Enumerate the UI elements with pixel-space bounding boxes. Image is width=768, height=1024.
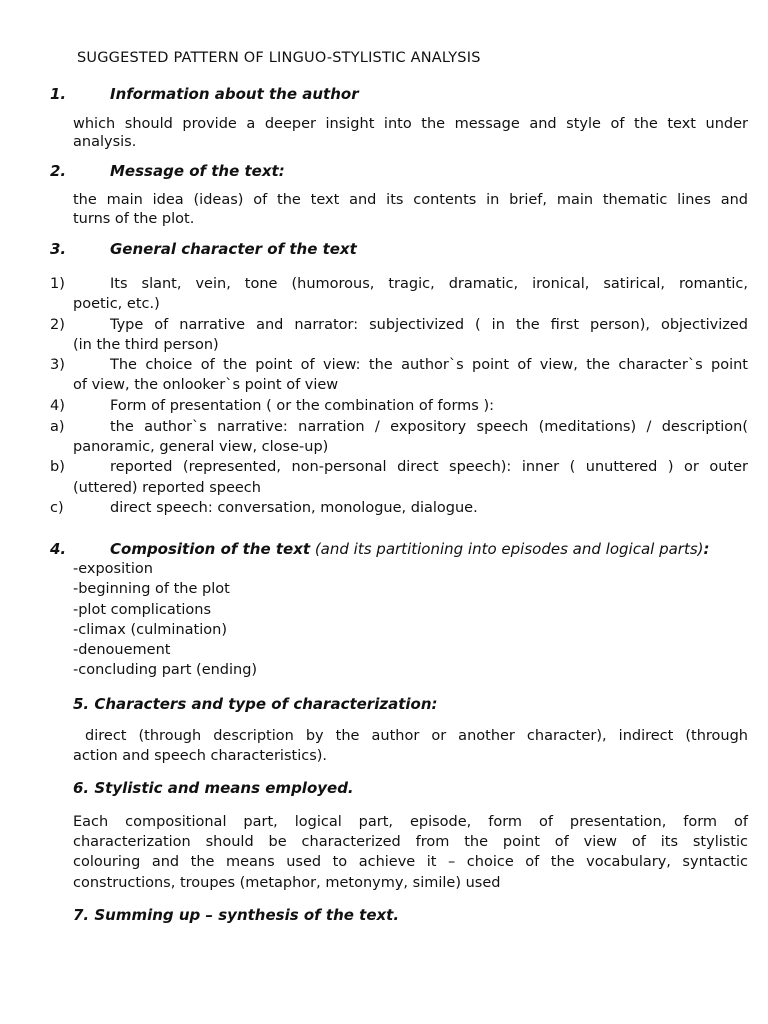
section-4-heading bbox=[50, 539, 748, 559]
section-1-body-line: analysis. bbox=[73, 134, 137, 150]
section-number: 1. bbox=[50, 85, 67, 103]
section-1-body-line: which should provide a deeper insight into the message and style of the text under bbox=[73, 116, 748, 132]
item-text-line: panoramic, general view, close-up) bbox=[73, 439, 329, 455]
list-item: -climax (culmination) bbox=[73, 622, 227, 638]
item-text-line: Type of narrative and narrator: subjectivized ( in the first person), objectivized bbox=[110, 317, 748, 333]
section-2-body-line: the main idea (ideas) of the text and its contents in brief, main thematic lines and bbox=[73, 192, 748, 208]
section-number: 2. bbox=[50, 162, 67, 180]
section-title: Composition of the text bbox=[110, 540, 311, 558]
list-item bbox=[50, 457, 748, 477]
document-title: SUGGESTED PATTERN OF LINGUO-STYLISTIC ANALYSIS bbox=[77, 50, 481, 66]
section-title: General character of the text bbox=[110, 240, 357, 258]
section-title: Information about the author bbox=[110, 85, 359, 103]
item-text-line: reported (represented, non-personal direct speech): inner ( unuttered ) or outer bbox=[110, 459, 748, 475]
item-marker: a) bbox=[50, 419, 65, 435]
list-item bbox=[50, 315, 748, 335]
item-text-line: Form of presentation ( or the combination of forms ): bbox=[110, 398, 494, 414]
list-item bbox=[50, 417, 748, 437]
item-text-line: (uttered) reported speech bbox=[73, 480, 261, 496]
section-6-body-line: colouring and the means used to achieve it – choice of the vocabulary, syntactic bbox=[73, 854, 748, 870]
item-text-line: (in the third person) bbox=[73, 337, 219, 353]
item-marker: 3) bbox=[50, 357, 65, 373]
section-6-heading: 6. Stylistic and means employed. bbox=[73, 779, 354, 797]
section-5-body-line: direct (through description by the author or another character), indirect (through bbox=[73, 728, 748, 744]
item-text-line: the author`s narrative: narration / expository speech (meditations) / description( bbox=[110, 419, 748, 435]
section-5-body-line: action and speech characteristics). bbox=[73, 748, 328, 764]
section-subtitle: (and its partitioning into episodes and logical parts) bbox=[310, 540, 704, 558]
section-3-heading bbox=[50, 239, 748, 259]
item-text-line: of view, the onlooker`s point of view bbox=[73, 377, 339, 393]
section-colon: : bbox=[703, 540, 710, 558]
list-item: -beginning of the plot bbox=[73, 581, 230, 597]
section-2-body-line: turns of the plot. bbox=[73, 211, 195, 227]
list-item bbox=[50, 274, 748, 294]
list-item: -exposition bbox=[73, 561, 153, 577]
list-item bbox=[50, 498, 748, 518]
item-text-line: Its slant, vein, tone (humorous, tragic, dramatic, ironical, satirical, romantic, bbox=[110, 276, 748, 292]
item-marker: b) bbox=[50, 459, 65, 475]
section-6-body-line: constructions, troupes (metaphor, metonymy, simile) used bbox=[73, 875, 501, 891]
section-number: 4. bbox=[50, 540, 67, 558]
item-marker: 4) bbox=[50, 398, 65, 414]
item-marker: 1) bbox=[50, 276, 65, 292]
item-marker: 2) bbox=[50, 317, 65, 333]
section-number: 3. bbox=[50, 240, 67, 258]
section-1-heading bbox=[50, 84, 748, 104]
section-title: Message of the text: bbox=[110, 162, 285, 180]
item-text-line: direct speech: conversation, monologue, dialogue. bbox=[110, 500, 478, 516]
list-item bbox=[50, 355, 748, 375]
list-item: -plot complications bbox=[73, 602, 212, 618]
section-7-heading: 7. Summing up – synthesis of the text. bbox=[73, 906, 400, 924]
section-5-heading: 5. Characters and type of characterization: bbox=[73, 695, 438, 713]
section-2-heading bbox=[50, 161, 748, 181]
list-item: -denouement bbox=[73, 642, 171, 658]
item-marker: c) bbox=[50, 500, 64, 516]
list-item bbox=[50, 396, 748, 416]
item-text-line: The choice of the point of view: the author`s point of view, the character`s point bbox=[110, 357, 748, 373]
section-6-body-line: characterization should be characterized from the point of view of its stylistic bbox=[73, 834, 748, 850]
section-6-body-line: Each compositional part, logical part, episode, form of presentation, form of bbox=[73, 814, 748, 830]
item-text-line: poetic, etc.) bbox=[73, 296, 160, 312]
list-item: -concluding part (ending) bbox=[73, 662, 258, 678]
